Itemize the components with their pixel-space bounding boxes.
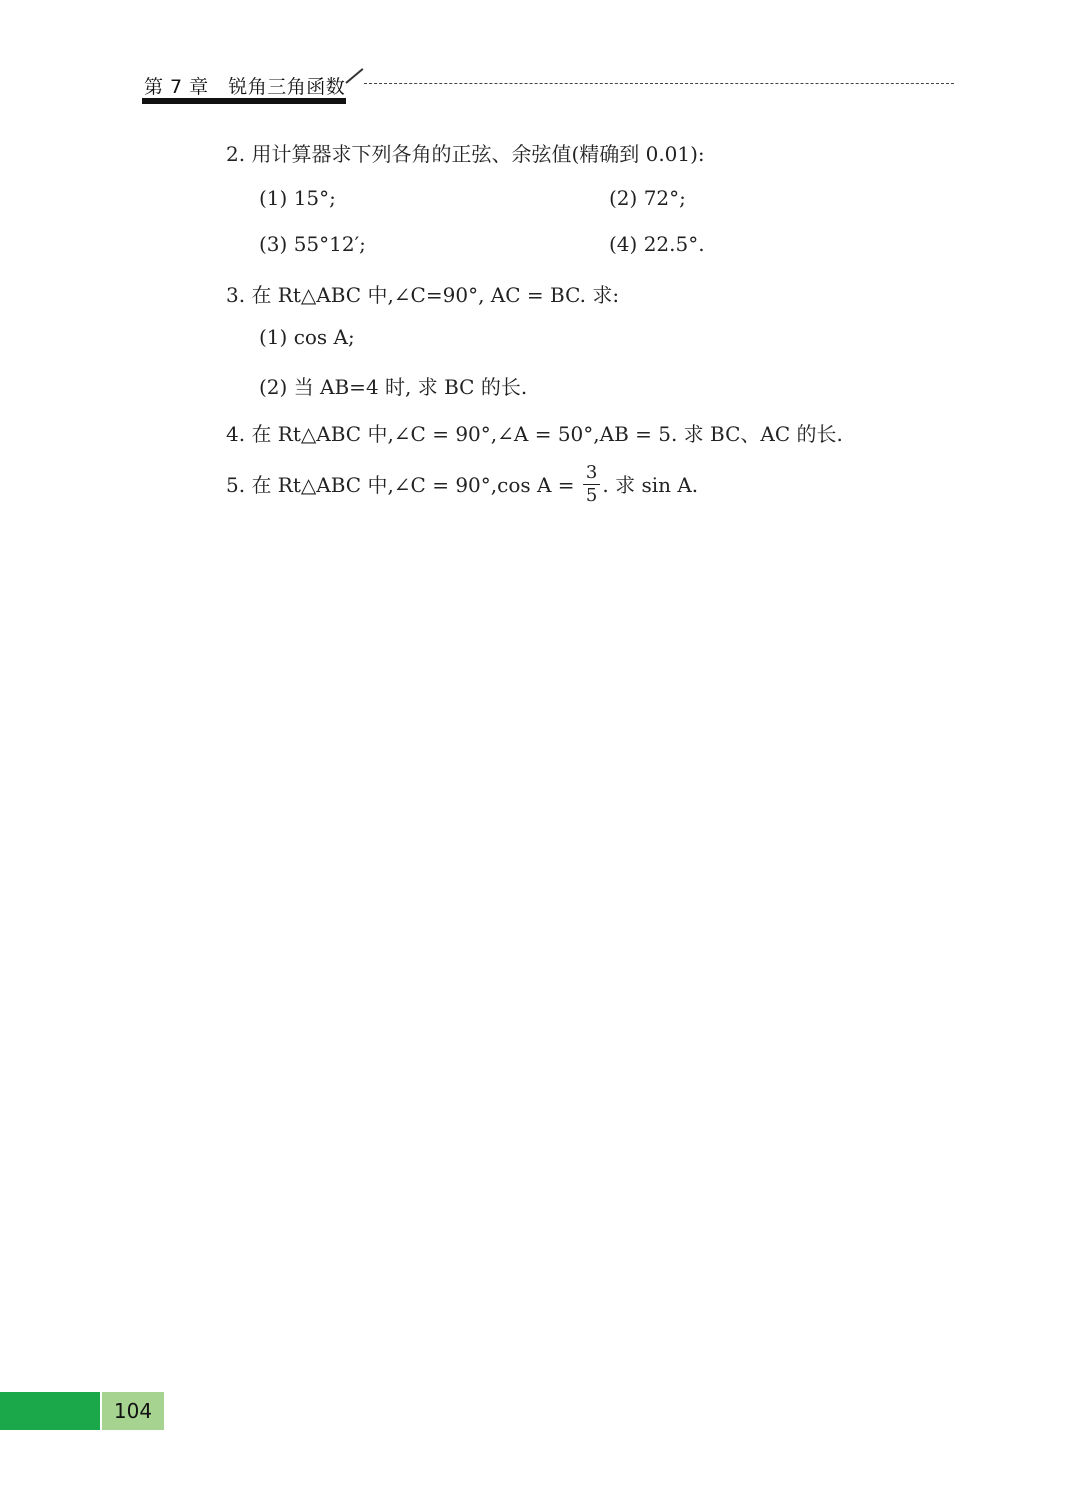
- exercise-4-stem: 4. 在 Rt△ABC 中,∠C = 90°,∠A = 50°,AB = 5. 求 BC、AC 的长.: [226, 422, 843, 446]
- chapter-underline-bar: [142, 98, 346, 104]
- page-number: 104: [102, 1392, 164, 1430]
- exercise-2-part-1: (1) 15°;: [259, 186, 336, 210]
- chapter-number: 第 7 章: [144, 76, 209, 98]
- header-dashed-rule: [364, 83, 954, 84]
- chapter-title: [144, 72, 345, 99]
- exercise-2-stem: 2. 用计算器求下列各角的正弦、余弦值(精确到 0.01):: [226, 142, 705, 166]
- fraction-numerator: 3: [583, 464, 600, 485]
- footer-green-bar: [0, 1392, 100, 1430]
- fraction-denominator: 5: [585, 485, 598, 506]
- exercise-2-part-3: (3) 55°12′;: [259, 232, 366, 256]
- exercise-3-part-1: (1) cos A;: [259, 325, 355, 349]
- exercise-2-part-4: (4) 22.5°.: [609, 232, 705, 256]
- exercise-2-parts-row-1: [259, 186, 686, 210]
- fraction-three-fifths: [583, 464, 600, 505]
- exercise-3-stem: 3. 在 Rt△ABC 中,∠C=90°, AC = BC. 求:: [226, 283, 620, 307]
- exercise-2-parts-row-2: [259, 232, 705, 256]
- exercise-5-stem: [226, 462, 699, 507]
- exercise-2-part-2: (2) 72°;: [609, 186, 686, 210]
- chapter-name: 锐角三角函数: [228, 76, 346, 98]
- exercise-5-text-after: . 求 sin A.: [602, 473, 699, 497]
- chapter-header: [142, 68, 954, 108]
- header-slash-divider: [345, 68, 363, 84]
- exercise-5-text-before: 5. 在 Rt△ABC 中,∠C = 90°,cos A =: [226, 473, 581, 497]
- exercise-3-part-2: (2) 当 AB=4 时, 求 BC 的长.: [259, 375, 528, 399]
